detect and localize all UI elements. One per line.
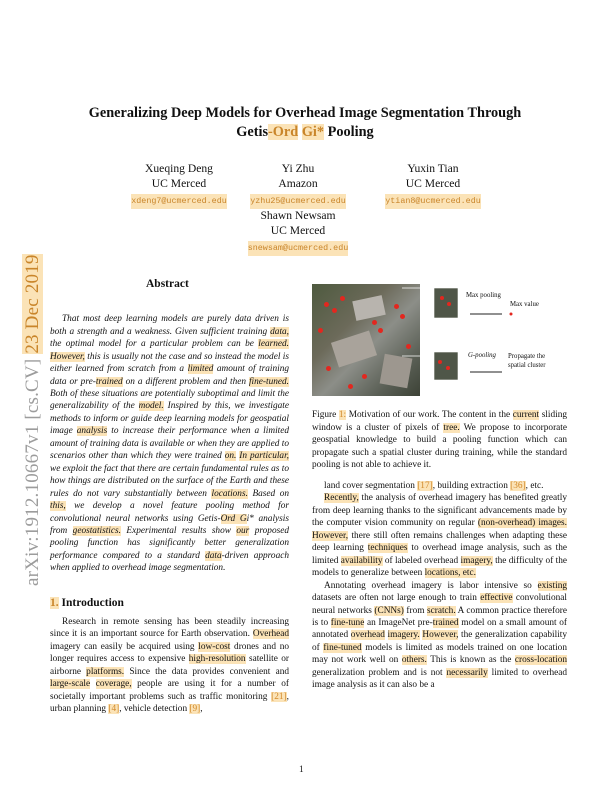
highlighted-phrase: locations. (211, 488, 248, 499)
text-run: sliding window is a cluster of pixels of (312, 410, 568, 433)
author-affiliation: UC Merced (405, 176, 461, 190)
text-run: imagery can easily be acquired using (50, 641, 199, 652)
highlighted-phrase: platforms. (86, 666, 125, 677)
figure-label-g-pooling: G-pooling (468, 352, 496, 359)
author-affiliation: UC Merced (151, 176, 207, 190)
highlighted-phrase: this, (50, 501, 66, 512)
author-email[interactable]: snewsam@ucmerced.edu (248, 241, 349, 256)
highlighted-phrase: In particular, (239, 451, 289, 462)
text-run: the generalization capability of (312, 630, 568, 653)
highlighted-phrase: However, (50, 351, 85, 362)
text-run (90, 679, 96, 689)
text-run: Since the data provides convenient and (124, 666, 289, 677)
text-run: , etc. (525, 481, 544, 491)
text-run: land cover segmentation (324, 481, 418, 491)
text-run: this is usually not the case and so instead the model is either learned from scratch from a (50, 351, 289, 375)
highlighted-phrase: current (512, 410, 540, 421)
text-run: there still often remains challenges when adapting these deep learning (312, 530, 567, 554)
text-run: satellite or airborne (50, 654, 289, 677)
highlighted-phrase: trained (432, 617, 459, 628)
author-email[interactable]: xdeng7@ucmerced.edu (131, 194, 227, 209)
highlighted-phrase: availability (340, 555, 383, 566)
citation-link[interactable]: [9] (189, 704, 201, 715)
text-run: model on a small amount of annotated (312, 617, 567, 641)
text-run: i* analysis from (50, 513, 289, 536)
highlighted-phrase: large-scale (50, 679, 91, 690)
highlighted-phrase: However, (312, 530, 349, 541)
arxiv-id: arXiv:1912.10667v1 [cs.CV] (22, 353, 43, 586)
highlighted-phrase: learned. (258, 339, 289, 350)
title-getis: Getis (236, 124, 269, 140)
text-run: Both of these situations are potentially suboptimal and limit the generalizability of the (50, 389, 289, 412)
text-run: , vehicle detection (119, 704, 190, 715)
text-run: Based on (247, 488, 289, 499)
highlighted-phrase: low-cost (198, 641, 231, 652)
citation-link[interactable]: [21] (271, 691, 287, 702)
text-run: to overhead image analysis, such as the limited (312, 543, 567, 566)
right-column (312, 480, 567, 692)
highlighted-phrase: existing (537, 580, 567, 591)
highlighted-phrase: model. (138, 401, 164, 412)
text-run: We propose to incorporate geospatial knowledge to build a pooling function which can propagate such a spatial cluster during training, while the standard pooling is not able to achieve it. (312, 422, 567, 471)
author-email[interactable]: yzhu25@ucmerced.edu (250, 194, 346, 209)
highlighted-phrase: necessarily (446, 667, 488, 678)
text-run: That most deep learning models are purely data driven is both a strength and a weakness. Given sufficient training (50, 314, 289, 337)
author-email[interactable]: ytian8@ucmerced.edu (385, 194, 481, 209)
highlighted-phrase: analysis (76, 426, 108, 437)
author-block (218, 209, 378, 256)
highlighted-phrase: fine-tuned. (248, 376, 289, 387)
arxiv-stamp (22, 254, 44, 586)
text-run: limited to overhead image analysis as it can also be a (312, 667, 567, 691)
highlighted-phrase: Overhead (252, 629, 289, 640)
text-run: drones and no longer requires access to expensive (50, 641, 289, 665)
text-run: Motivation of our work. The content in the (346, 410, 513, 421)
section-number: 1. (50, 597, 59, 609)
highlighted-phrase: cross-location (514, 655, 567, 666)
highlighted-phrase: scratch. (427, 605, 456, 616)
highlighted-phrase: trained (95, 376, 123, 387)
highlighted-phrase: data, (270, 326, 289, 337)
section-title: Introduction (58, 597, 124, 609)
highlighted-phrase: However, (422, 630, 459, 641)
text-run: -driven approach when applied to overhead image segmentation. (50, 550, 289, 574)
text-run: A common practice therefore is to (312, 605, 567, 628)
text-run: the analysis of overhead imagery has benefited greatly from deep learning thanks to the significant advancements made by the computer vision community on regular (312, 493, 567, 529)
text-run: Annotating overhead imagery is labor intensive so (324, 580, 538, 591)
citation-link[interactable]: [17] (417, 481, 433, 491)
author-name: Xueqing Deng (145, 162, 213, 175)
text-run: we exploit the fact that there are certain fundamental rules as to how things are distributed on the surface of the Earth and these rules do not vary substantially between (50, 463, 289, 499)
text-run: proposed pooling function has significantly better generalization performance compared to a standard (50, 526, 289, 561)
highlighted-phrase: imagery, (460, 555, 493, 566)
highlighted-phrase: imagery. (387, 630, 420, 641)
text-run: , (200, 704, 203, 715)
text-run: from (403, 605, 427, 616)
title-ord: -Ord (268, 124, 299, 140)
section-heading-introduction (50, 597, 124, 609)
figure-label-propagate-2: spatial cluster (508, 362, 546, 369)
highlighted-phrase: our (236, 526, 250, 536)
right-column-text (312, 480, 567, 692)
abstract-text (50, 313, 289, 575)
highlighted-phrase: (CNNs) (374, 605, 404, 616)
text-run: to increase their performance when a limited amount of training data is available or when they are applied to scenarios other than which they were trained (50, 426, 290, 462)
text-run: models is limited as models trained on one location may not work well on (312, 642, 567, 666)
highlighted-phrase: Recently, (324, 493, 359, 504)
highlighted-phrase: Ord G (220, 513, 247, 524)
text-run: Research in remote sensing has been steadily increasing since it is an important source for Earth observation. (50, 617, 289, 640)
highlighted-phrase: locations, etc. (424, 568, 476, 579)
highlighted-phrase: effective (480, 593, 513, 604)
paragraph (312, 492, 567, 579)
highlighted-phrase: coverage, (95, 679, 132, 690)
text-run: , building extraction (432, 481, 511, 491)
text-run: the difficulty of the models to generalize between (312, 555, 567, 579)
author-name: Shawn Newsam (260, 209, 336, 222)
text-run: on a different problem and then (122, 376, 249, 387)
author-name: Yuxin Tian (407, 162, 459, 175)
citation-link[interactable]: [36] (510, 481, 526, 491)
text-run: of labeled overhead (382, 555, 461, 566)
paper-title (60, 104, 550, 142)
text-run: an ImageNet pre- (364, 617, 433, 628)
citation-link[interactable]: [4] (108, 704, 120, 715)
author-block (353, 162, 513, 209)
text-run: , urban planning (50, 691, 289, 715)
highlighted-phrase: fine-tuned (323, 642, 362, 653)
text-run: we develop a novel feature pooling method for convolutional neural networks using Getis- (50, 501, 289, 524)
figure-label-max-pooling: Max pooling (466, 292, 501, 299)
text-run: Experimental results show (120, 526, 237, 536)
figure-1 (312, 284, 566, 396)
figure-caption (312, 409, 567, 471)
highlighted-phrase: techniques (367, 543, 408, 554)
figure-label-propagate-1: Propagate the (508, 353, 546, 360)
highlighted-phrase: limited (187, 364, 214, 375)
highlighted-phrase: high-resolution (188, 654, 246, 665)
text-run: convolutional neural networks (312, 593, 568, 616)
citation-link[interactable]: 1: (338, 410, 347, 421)
highlighted-phrase: overhead (350, 630, 385, 641)
text-run: people are using it for a number of societally important problems such as traffic monitoring (50, 679, 289, 702)
highlighted-phrase: on. (224, 451, 237, 462)
abstract-heading: Abstract (146, 278, 189, 290)
author-affiliation: UC Merced (270, 223, 326, 237)
paragraph (312, 580, 567, 692)
text-run: datasets are often not large enough to train (312, 593, 481, 604)
highlighted-phrase: data (205, 550, 222, 561)
figure-label-max-value: Max value (510, 301, 539, 308)
highlighted-phrase: (non-overhead) images. (477, 518, 567, 529)
intro-column (50, 616, 289, 716)
title-line-1: Generalizing Deep Models for Overhead Image Segmentation Through (88, 105, 522, 121)
highlighted-phrase: geostatistics. (72, 526, 121, 536)
text-run: This is known as the (426, 655, 515, 666)
highlighted-phrase: fine-tune (330, 617, 365, 628)
text-run: Inspired by this, we investigate methods to inform or guide deep learning models for geospatial image (50, 401, 289, 437)
highlighted-phrase: tree. (443, 422, 460, 433)
intro-paragraph (50, 616, 289, 716)
arxiv-date: 23 Dec 2019 (22, 254, 43, 354)
highlighted-phrase: others. (401, 655, 427, 666)
title-line-2 (60, 123, 550, 142)
text-run: Figure (312, 410, 339, 421)
text-run: the optimal model for a particular problem can be (50, 339, 259, 350)
author-affiliation: Amazon (278, 176, 318, 190)
title-pooling: Pooling (324, 124, 374, 140)
author-name: Yi Zhu (281, 162, 315, 175)
page-number: 1 (299, 765, 304, 775)
text-run: amount of training data or pre- (50, 364, 290, 387)
title-gi: Gi* (301, 124, 325, 140)
text-run: generalization problem and is not (312, 667, 447, 678)
